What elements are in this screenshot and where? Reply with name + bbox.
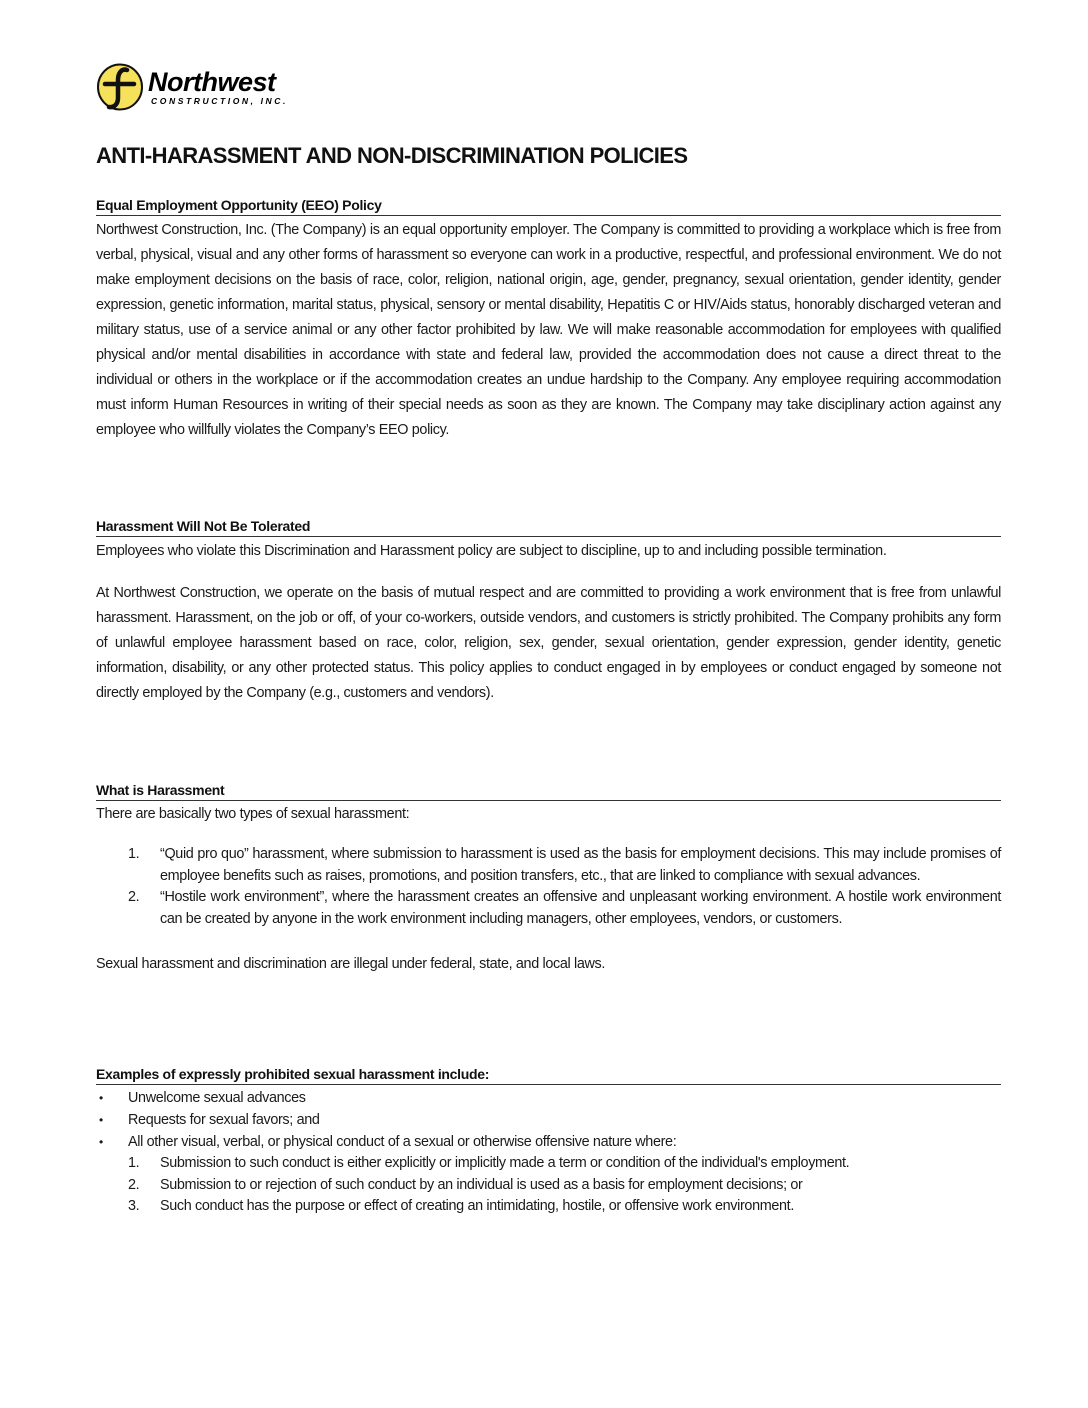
bullet-icon: • [99,1091,103,1105]
section-eeo-policy [96,196,1001,443]
list-item-text: Unwelcome sexual advances [128,1090,306,1106]
document-title: ANTI-HARASSMENT AND NON-DISCRIMINATION POLICIES [96,143,688,168]
harassment-types-list [96,844,1001,930]
section-heading-examples: Examples of expressly prohibited sexual harassment include: [96,1065,1001,1085]
section-heading-eeo: Equal Employment Opportunity (EEO) Policy [96,196,1001,216]
section-heading-what-is: What is Harassment [96,781,1001,801]
eeo-paragraph: Northwest Construction, Inc. (The Company) is an equal opportunity employer. The Company is committed to providing a workplace which is free from verbal, physical, visual and any other forms of harassment so everyone can work in a productive, respectful, and professional environment. We do not make employment decisions on the basis of race, color, religion, national origin, age, gender, pregnancy, sexual orientation, gender identity, gender expression, genetic information, marital status, physical, sensory or mental disability, Hepatitis C or HIV/Aids status, honorably discharged veteran and military status, use of a service animal or any other factor prohibited by law. We will make reasonable accommodation for employees with qualified physical and/or mental disabilities in accordance with state and federal law, provided the accommodation does not cause a direct threat to the individual or others in the workplace or if the accommodation creates an undue hardship to the Company. Any employee requiring accommodation must inform Human Resources in writing of their special needs as soon as they are known. The Company may take disciplinary action against any employee who willfully violates the Company’s EEO policy. [96,222,1001,438]
logo-company-subtitle: CONSTRUCTION, INC. [151,95,288,106]
list-item-text: All other visual, verbal, or physical conduct of a sexual or otherwise offensive nature where: [128,1134,677,1150]
not-tolerated-paragraph-1: Employees who violate this Discrimination and Harassment policy are subject to discipline, up to and including possible termination. [96,543,887,559]
section-what-is-harassment [96,781,1001,977]
list-item-text: “Quid pro quo” harassment, where submission to harassment is used as the basis for employment decisions. This may include promises of employee benefits such as raises, promotions, and position transfers, etc., that are linked to compliance with sexual advances. [160,846,1001,884]
list-item-number: 3. [128,1198,140,1214]
section-harassment-not-tolerated [96,517,1001,706]
northwest-f-logo-icon [96,62,144,112]
list-item [96,1196,1001,1218]
company-logo [96,62,288,112]
list-item-text: Submission to such conduct is either explicitly or implicitly made a term or condition of the individual's employment. [160,1155,850,1171]
list-item [96,887,1001,930]
list-item-number: 2. [128,1176,140,1193]
list-item-number: 1. [128,1155,140,1171]
list-item [96,1131,1001,1153]
section-heading-not-tolerated: Harassment Will Not Be Tolerated [96,517,1001,537]
list-item-number: 1. [128,846,140,862]
bullet-icon: • [99,1135,103,1149]
list-item [96,1109,1001,1131]
list-item [96,844,1001,887]
list-item [96,1087,1001,1109]
list-item-text: Requests for sexual favors; and [128,1112,320,1128]
examples-sub-list [96,1153,1001,1218]
bullet-icon: • [99,1113,103,1127]
logo-company-name: Northwest [148,66,276,97]
list-item [96,1175,1001,1197]
what-is-intro: There are basically two types of sexual harassment: [96,806,410,822]
list-item-text: “Hostile work environment”, where the harassment creates an offensive and unpleasant working environment. A hostile work environment can be created by anyone in the work environment including managers, other employees, vendors, or customers. [160,889,1001,927]
list-item-text: Such conduct has the purpose or effect of creating an intimidating, hostile, or offensive work environment. [160,1198,794,1214]
section-examples [96,1065,1001,1218]
list-item-number: 2. [128,889,140,905]
not-tolerated-paragraph-2: At Northwest Construction, we operate on the basis of mutual respect and are committed to providing a work environment that is free from unlawful harassment. Harassment, on the job or off, of your co-workers, outside vendors, and customers is strictly prohibited. The Company prohibits any form of unlawful employee harassment based on race, color, religion, sex, gender, sexual orientation, gender expression, gender identity, genetic information, disability, or any other protected status. This policy applies to conduct engaged in by employees or conduct engaged by someone not directly employed by the Company (e.g., customers and vendors). [96,585,1001,701]
what-is-closing: Sexual harassment and discrimination are illegal under federal, state, and local laws. [96,956,606,972]
list-item [96,1153,1001,1175]
list-item-text: Submission to or rejection of such conduct by an individual is used as a basis for employment decisions; or [160,1176,803,1193]
examples-bullet-list [96,1087,1001,1153]
